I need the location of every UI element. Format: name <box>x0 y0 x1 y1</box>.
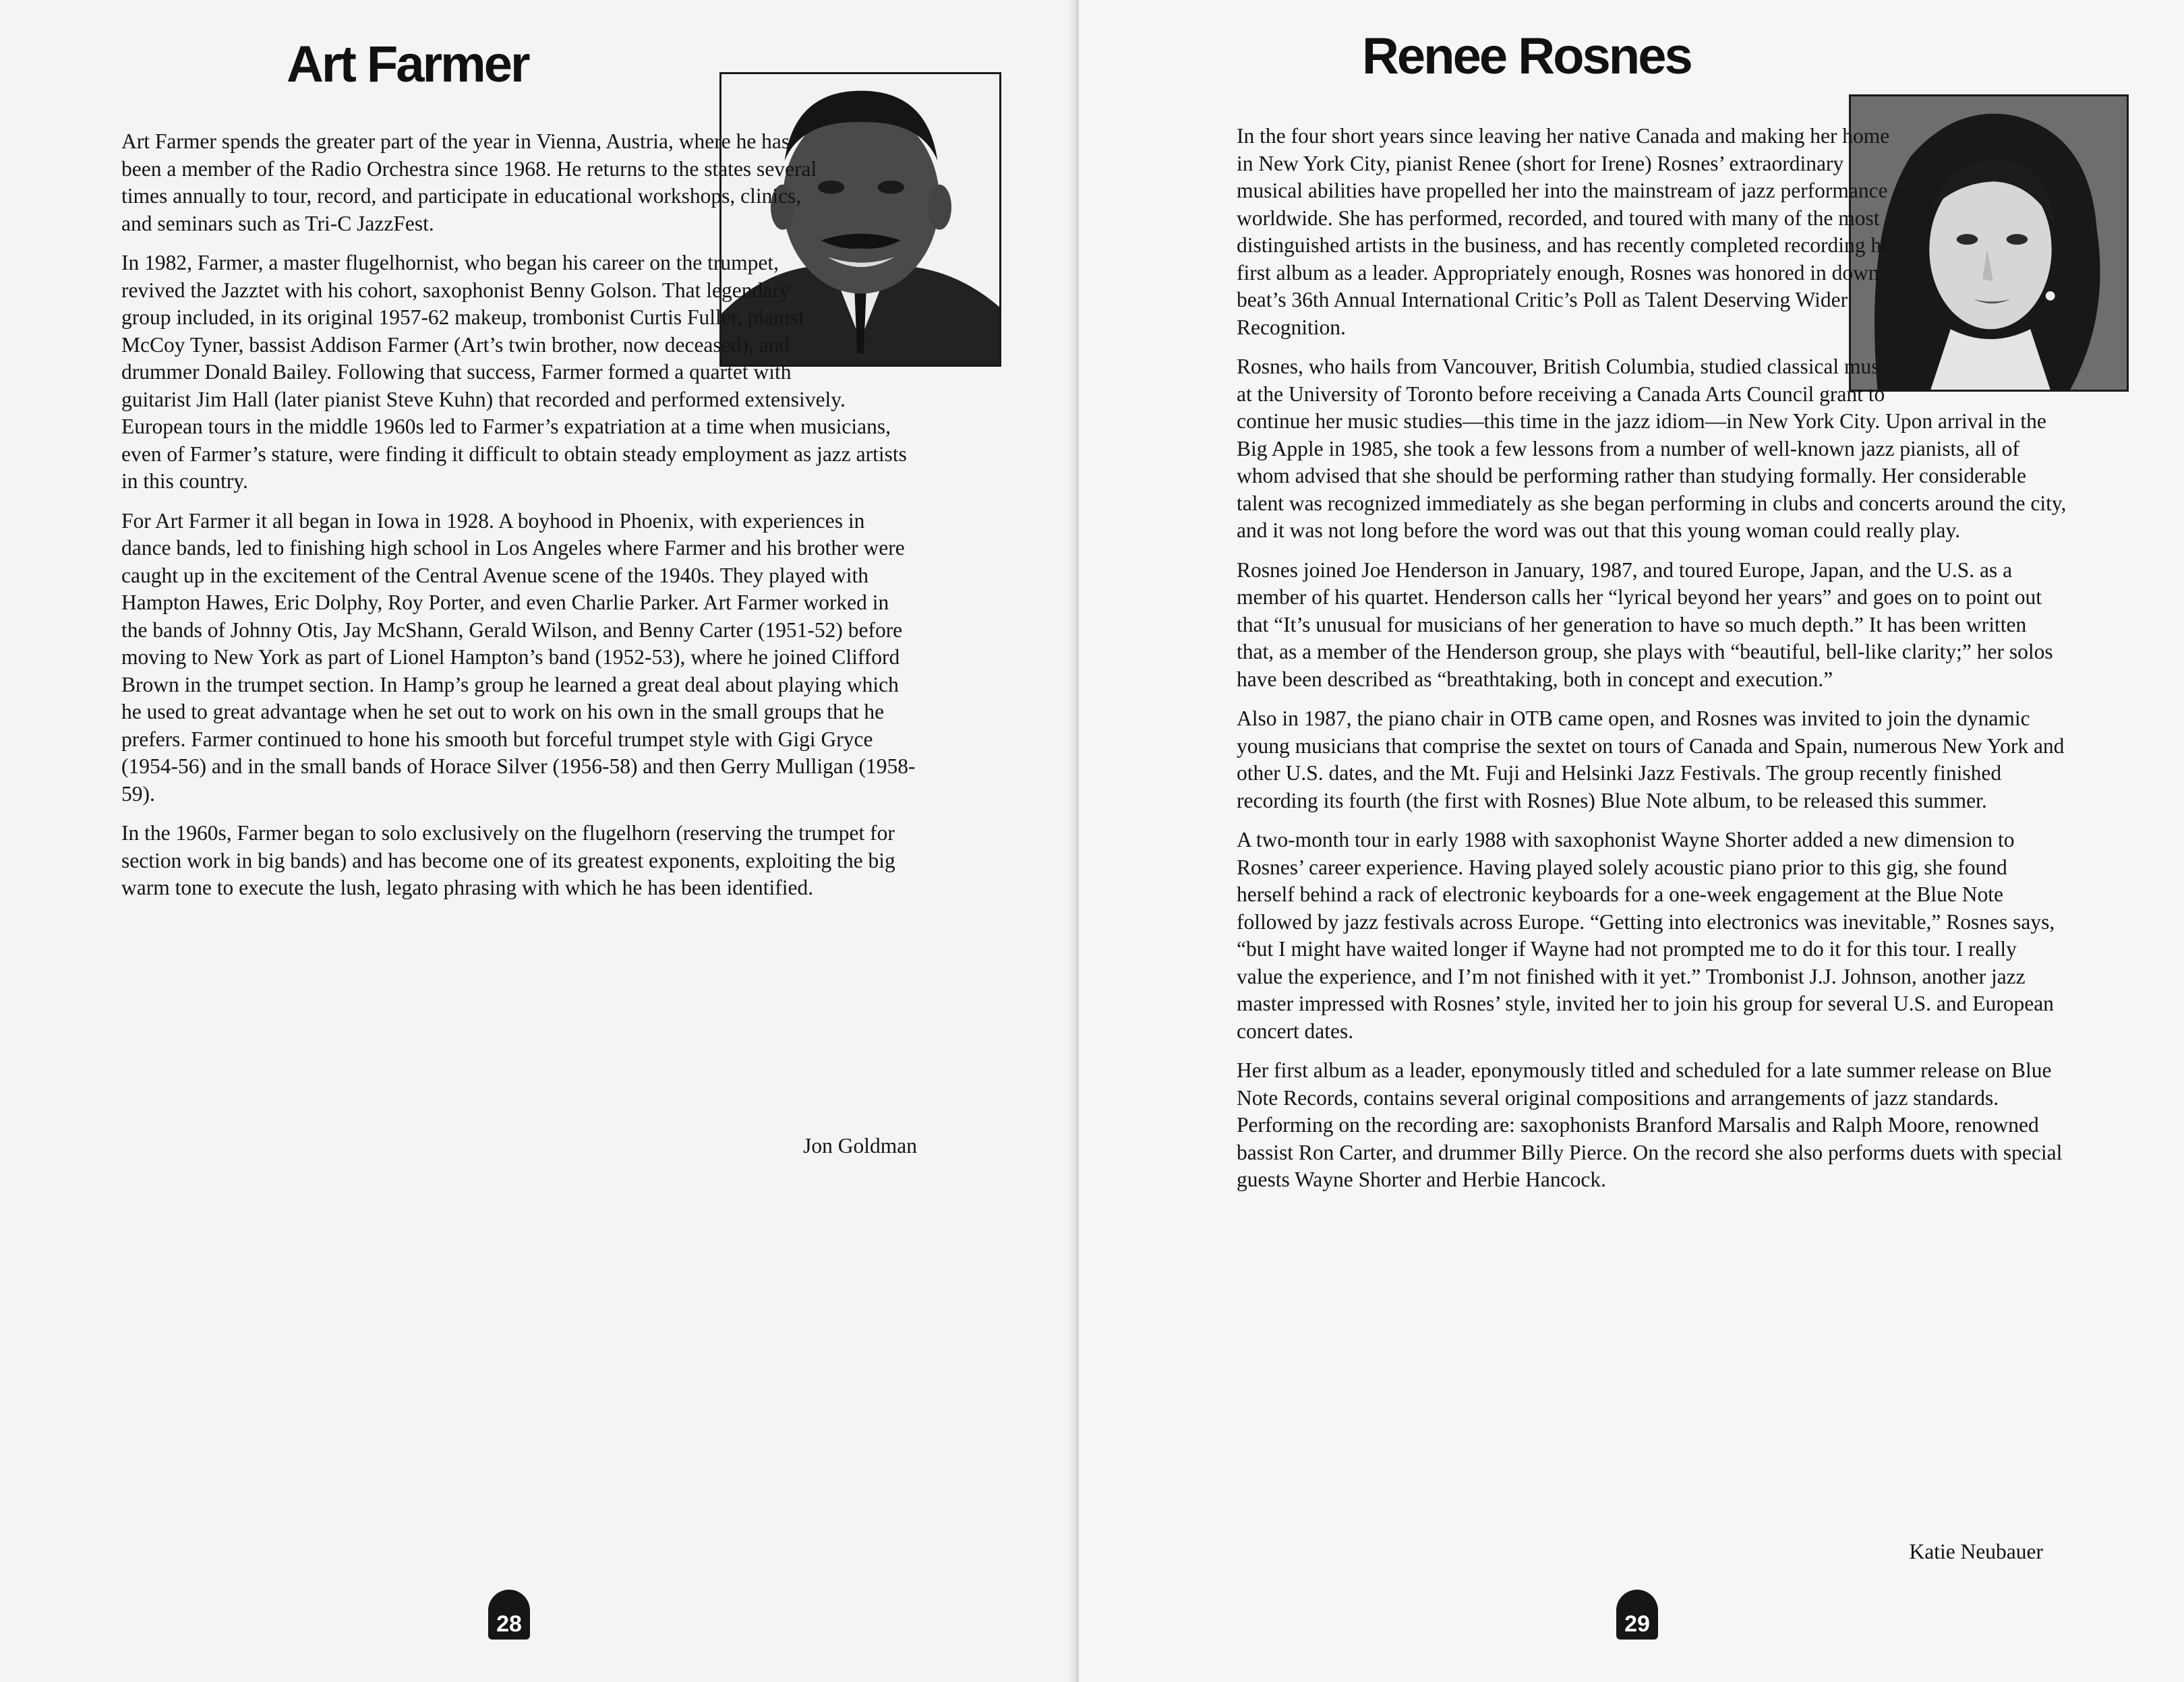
paragraph: Art Farmer spends the greater part of the year in Vienna, Austria, where he has been a member of the Radio Orchestra since 1968. He returns to the states several times annually to tour, record, and participate in educational workshops, clinics, and seminars such as Tri-C JazzFest. <box>121 129 817 235</box>
right-page <box>1079 0 2184 1682</box>
page-title: Art Farmer <box>287 36 529 93</box>
left-page <box>0 0 1079 1682</box>
paragraph: Also in 1987, the piano chair in OTB came open, and Rosnes was invited to join the dynamic young musicians that comprise the sextet on tours of Canada and Spain, numerous New York and other U.S. dates, and the Mt. Fuji and Helsinki Jazz Festivals. The group recently finished recording its fourth (the first with Rosnes) Blue Note album, to be released this summer. <box>1237 707 2065 812</box>
paragraph: Rosnes, who hails from Vancouver, British Columbia, studied classical music at the University of Toronto before receiving a Canada Arts Council grant to continue her music studies—this time in the jazz idiom—in New York City. Upon arrival in the Big Apple in 1985, she took a few lessons from a number of well-known jazz pianists, all of whom advised that she should be performing rather than studying formally. Her considerable talent was recognized immediately as she began performing in clubs and concerts around the city, and it was not long before the word was out that this young woman could really play. <box>1237 355 2067 542</box>
author-byline: Katie Neubauer <box>1909 1540 2043 1563</box>
paragraph: In 1982, Farmer, a master flugelhornist, who began his career on the trumpet, revived the Jazztet with his cohort, saxophonist Benny Golson. That legendary group included, in its original 1957-62 makeup, trombonist Curtis Fuller, pianist McCoy Tyner, bassist Addison Farmer (Art’s twin brother, now deceased), and drummer Donald Bailey. Following that success, Farmer formed a quartet with guitarist Jim Hall (later pianist Steve Kuhn) that recorded and performed extensively. European tours in the middle 1960s led to Farmer’s expatriation at a time when musicians, even of Farmer’s stature, were finding it difficult to obtain steady employment as jazz artists in this country. <box>121 251 907 493</box>
paragraph: In the 1960s, Farmer began to solo exclusively on the flugelhorn (reserving the trumpet for section work in big bands) and has become one of its greatest exponents, exploiting the big warm tone to execute the lush, legato phrasing with which he has been identified. <box>121 821 895 899</box>
paragraph: Her first album as a leader, eponymously titled and scheduled for a late summer release on Blue Note Records, contains several original compositions and arrangements of jazz standards. Performing on the recording are: saxophonists Branford Marsalis and Ralph Moore, renowned bassist Ron Carter, and drummer Billy Pierce. On the record she also performs duets with special guests Wayne Shorter and Herbie Hancock. <box>1237 1058 2063 1191</box>
photo-wrap-spacer <box>1908 123 2067 389</box>
author-byline: Jon Goldman <box>803 1134 917 1158</box>
paragraph: A two-month tour in early 1988 with saxophonist Wayne Shorter added a new dimension to Rosnes’ career experience. Having played solely acoustic piano prior to this gig, she found herself behind a rack of electronic keyboards for a one-week engagement at the Blue Note followed by jazz festivals across Europe. “Getting into electronics was inevitable,” Rosnes says, “but I might have waited longer if Wayne had not prompted me to do it for this tour. I really value the experience, and I’m not finished with it yet.” Trombonist J.J. Johnson, another jazz master impressed with Rosnes’ style, invited her to join his group for several U.S. and European concert dates. <box>1237 828 2055 1043</box>
right-article-body <box>1237 123 2067 1206</box>
paragraph: For Art Farmer it all began in Iowa in 1928. A boyhood in Phoenix, with experiences in dance bands, led to finishing high school in Los Angeles where Farmer and his brother were caught up in the excitement of the Central Avenue scene of the 1940s. They played with Hampton Hawes, Eric Dolphy, Roy Porter, and even Charlie Parker. Art Farmer worked in the bands of Johnny Otis, Jay McShann, Gerald Wilson, and Benny Carter (1951-52) before moving to New York as part of Lionel Hampton’s band (1952-53), where he joined Clifford Brown in the trumpet section. In Hamp’s group he learned a great deal about playing which he used to great advantage when he set out to work on his own in the small groups that he prefers. Farmer continued to hone his smooth but forceful trumpet style with Gigi Gryce (1954-56) and in the small bands of Horace Silver (1956-58) and then Gerry Mulligan (1958-59). <box>121 508 916 806</box>
page-number-badge: 29 <box>1616 1590 1658 1640</box>
left-article-body <box>121 128 918 914</box>
page-title: Renee Rosnes <box>1362 28 1691 85</box>
photo-wrap-spacer <box>817 128 918 371</box>
paragraph: In the four short years since leaving her native Canada and making her home in New York City, pianist Renee (short for Irene) Rosnes’ extraordinary musical abilities have propelled her into the mainstream of jazz performance worldwide. She has performed, recorded, and toured with many of the most distinguished artists in the business, and has recently completed recording her first album as a leader. Appropriately enough, Rosnes was honored in down beat’s 36th Annual International Critic’s Poll as Talent Deserving Wider Recognition. <box>1237 124 1898 339</box>
page-number-badge: 28 <box>488 1590 530 1640</box>
paragraph: Rosnes joined Joe Henderson in January, 1987, and toured Europe, Japan, and the U.S. as a member of his quartet. Henderson calls her “lyrical beyond her years” and goes on to point out that “It’s unusual for musicians of her generation to have so much depth.” It has been written that, as a member of the Henderson group, she plays with “beautiful, bell-like clarity;” her solos have been described as “breathtaking, both in concept and execution.” <box>1237 558 2053 691</box>
